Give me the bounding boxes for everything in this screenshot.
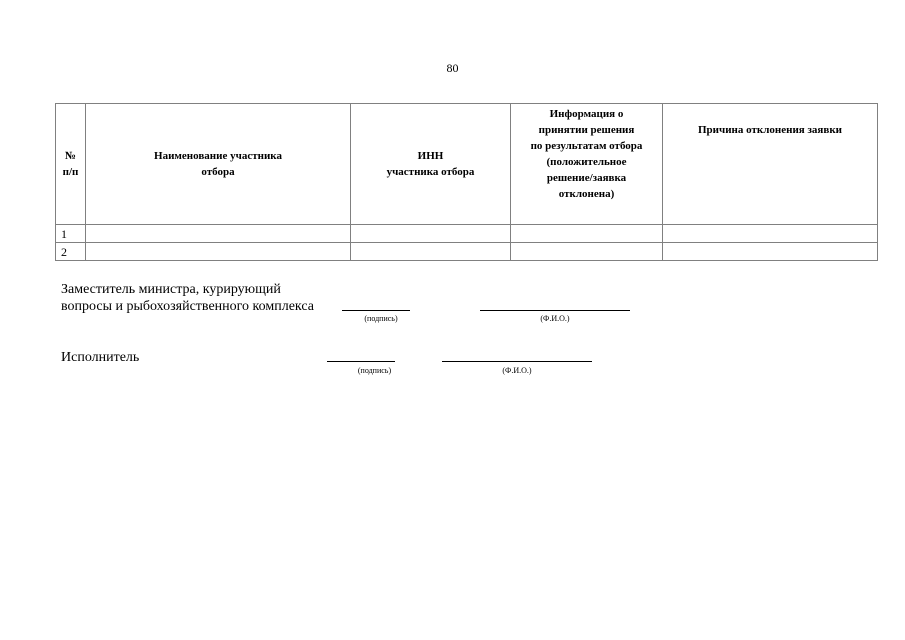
table-header-row (56, 104, 878, 225)
table-cell (86, 243, 351, 261)
header-number: № п/п (56, 104, 86, 225)
table-cell (511, 243, 663, 261)
executor-label: Исполнитель (61, 350, 140, 365)
executor-name-caption: (Ф.И.О.) (502, 366, 532, 375)
deputy-name-caption: (Ф.И.О.) (540, 314, 570, 323)
table-cell: 2 (56, 243, 86, 261)
header-inn: ИНН участника отбора (351, 104, 511, 225)
table-cell (511, 225, 663, 243)
header-decision-info: Информация о принятии решения по результатам отбора (положительное решение/заявка отклонена) (511, 104, 663, 225)
executor-signature-caption: (подпись) (357, 366, 392, 375)
table-cell: 1 (56, 225, 86, 243)
table-cell (663, 225, 878, 243)
header-rejection-reason: Причина отклонения заявки (663, 104, 878, 225)
executor-name-line (442, 361, 592, 362)
executor-signature-line (327, 361, 395, 362)
deputy-signature-caption: (подпись) (364, 314, 398, 323)
table-cell (663, 243, 878, 261)
table-row (56, 243, 878, 261)
selection-results-table (55, 103, 878, 261)
table-row (56, 225, 878, 243)
table-cell (86, 225, 351, 243)
header-participant-name: Наименование участника отбора (86, 104, 351, 225)
table-cell (351, 243, 511, 261)
deputy-title-line-2: вопросы и рыбохозяйственного комплекса (61, 299, 314, 314)
deputy-name-line (480, 310, 630, 311)
page-number: 80 (446, 61, 459, 75)
table-cell (351, 225, 511, 243)
deputy-signature-block (61, 281, 314, 315)
deputy-signature-line (342, 310, 410, 311)
deputy-title-line-1: Заместитель министра, курирующий (61, 282, 281, 297)
